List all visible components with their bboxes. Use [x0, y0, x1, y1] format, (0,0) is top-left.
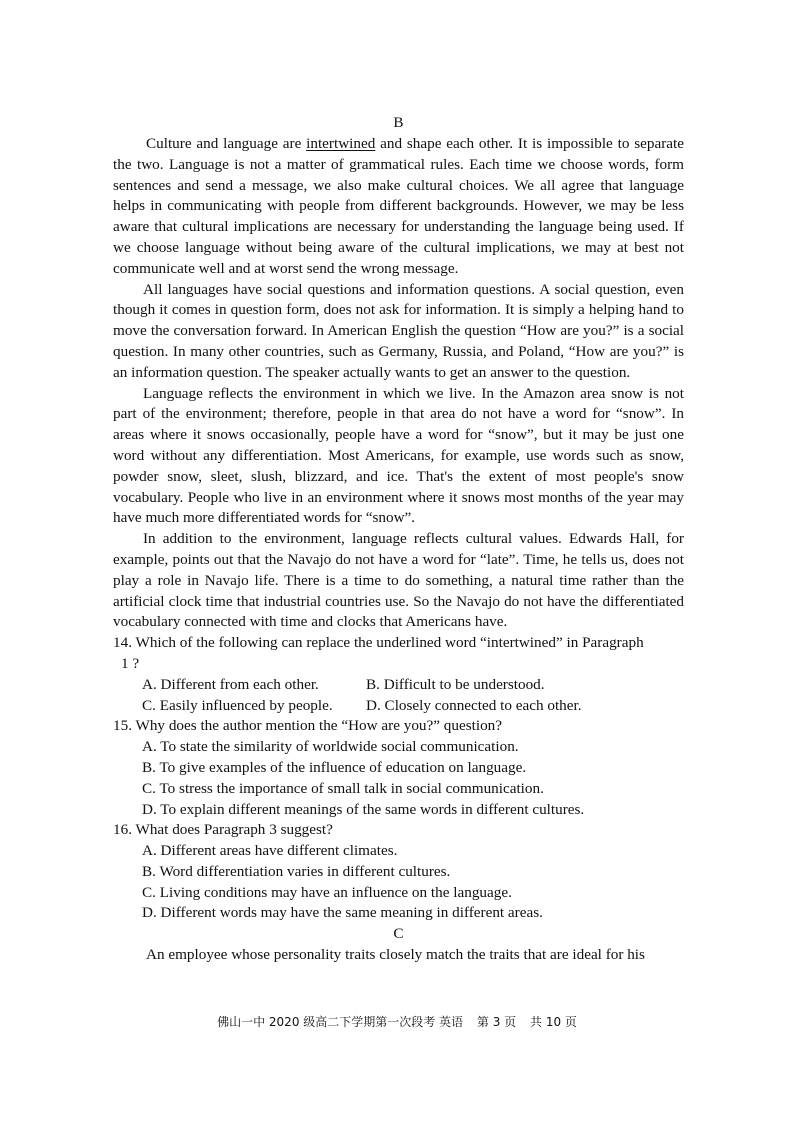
question-14-option-a: A. Different from each other.: [142, 675, 319, 693]
paragraph-1: [113, 134, 684, 280]
paragraph-1-start: Culture and language are: [146, 135, 307, 152]
exam-page: [113, 112, 684, 966]
footer-exam-title: 佛山一中 2020 级高二下学期第一次段考 英语: [217, 1015, 464, 1029]
question-14-option-c: C. Easily influenced by people.: [142, 696, 333, 714]
question-16-option-a: A. Different areas have different climates.: [142, 842, 398, 860]
question-14-stem-line2: 1 ?: [121, 654, 140, 672]
paragraph-3: Language reflects the environment in which we live. In the Amazon area snow is not part of the environment; therefore, people in that area do not have a word for “snow”. In areas where it snows occasionally, people have a word for “snow”, but it may be just one word without any differentiation. Most Americans, for example, use words such as snow, powder snow, sleet, slush, blizzard, and ice. That's the extent of most people's snow vocabulary. People who live in an environment where it snows most months of the year may have much more differentiated words for “snow”.: [113, 384, 684, 527]
underlined-word: intertwined: [306, 135, 376, 152]
paragraph-4: In addition to the environment, language reflects cultural values. Edwards Hall, for example, points out that the Navajo do not have a word for “late”. Time, he tells us, does not play a role in Navajo life. There is a time to do something, a natural time rather than the artificial clock time that industrial countries use. So the Navajo do not have the differentiated vocabulary connected with time and clocks that Americans have.: [113, 530, 684, 631]
section-b-heading: B: [393, 114, 404, 131]
footer-total-pages: 共 10 页: [530, 1015, 577, 1029]
section-c-heading: C: [393, 925, 404, 943]
question-14-options-row-2: [113, 696, 684, 717]
section-c-paragraph-start: An employee whose personality traits closely match the traits that are ideal for his: [146, 946, 645, 964]
question-16: [113, 820, 684, 924]
question-14-options-row-1: [113, 675, 684, 696]
question-15-option-b: B. To give examples of the influence of education on language.: [142, 758, 527, 776]
question-15-option-d: D. To explain different meanings of the same words in different cultures.: [142, 800, 585, 818]
question-14-option-b: B. Difficult to be understood.: [366, 675, 545, 693]
question-16-stem: 16. What does Paragraph 3 suggest?: [113, 821, 333, 839]
question-14-stem: [113, 633, 684, 675]
question-16-option-c: C. Living conditions may have an influence on the language.: [142, 883, 512, 901]
footer-page-number: 第 3 页: [476, 1015, 517, 1029]
question-15-option-a: A. To state the similarity of worldwide social communication.: [142, 738, 519, 756]
question-14-option-d: D. Closely connected to each other.: [366, 696, 582, 714]
page-footer: [0, 1013, 794, 1030]
paragraph-2: All languages have social questions and information questions. A social question, even though it comes in question form, does not ask for information. It is simply a helping hand to move the conversation forward. In American English the question “How are you?” is a social question. In many other countries, such as Germany, Russia, and Poland, “How are you?” is an information question. The speaker actually wants to get an answer to the question.: [113, 280, 684, 381]
question-15-option-c: C. To stress the importance of small talk in social communication.: [142, 779, 544, 797]
question-14-stem-line1: 14. Which of the following can replace the underlined word “intertwined” in Paragraph: [113, 634, 644, 652]
question-16-option-b: B. Word differentiation varies in different cultures.: [142, 862, 451, 880]
paragraph-1-rest: and shape each other. It is impossible to separate the two. Language is not a matter of grammatical rules. Each time we choose words, form sentences and send a message, we also make cultural choices. We all agree that language helps in communicating with people from different backgrounds. However, we may be less aware that cultural implications are necessary for understanding the language being used. If we choose language without being aware of the cultural implications, we may at best not communicate well and at worst send the wrong message.: [113, 135, 684, 277]
question-15: [113, 716, 684, 820]
question-15-stem: 15. Why does the author mention the “How are you?” question?: [113, 717, 503, 735]
question-16-option-d: D. Different words may have the same meaning in different areas.: [142, 904, 543, 922]
question-14: [113, 633, 684, 716]
